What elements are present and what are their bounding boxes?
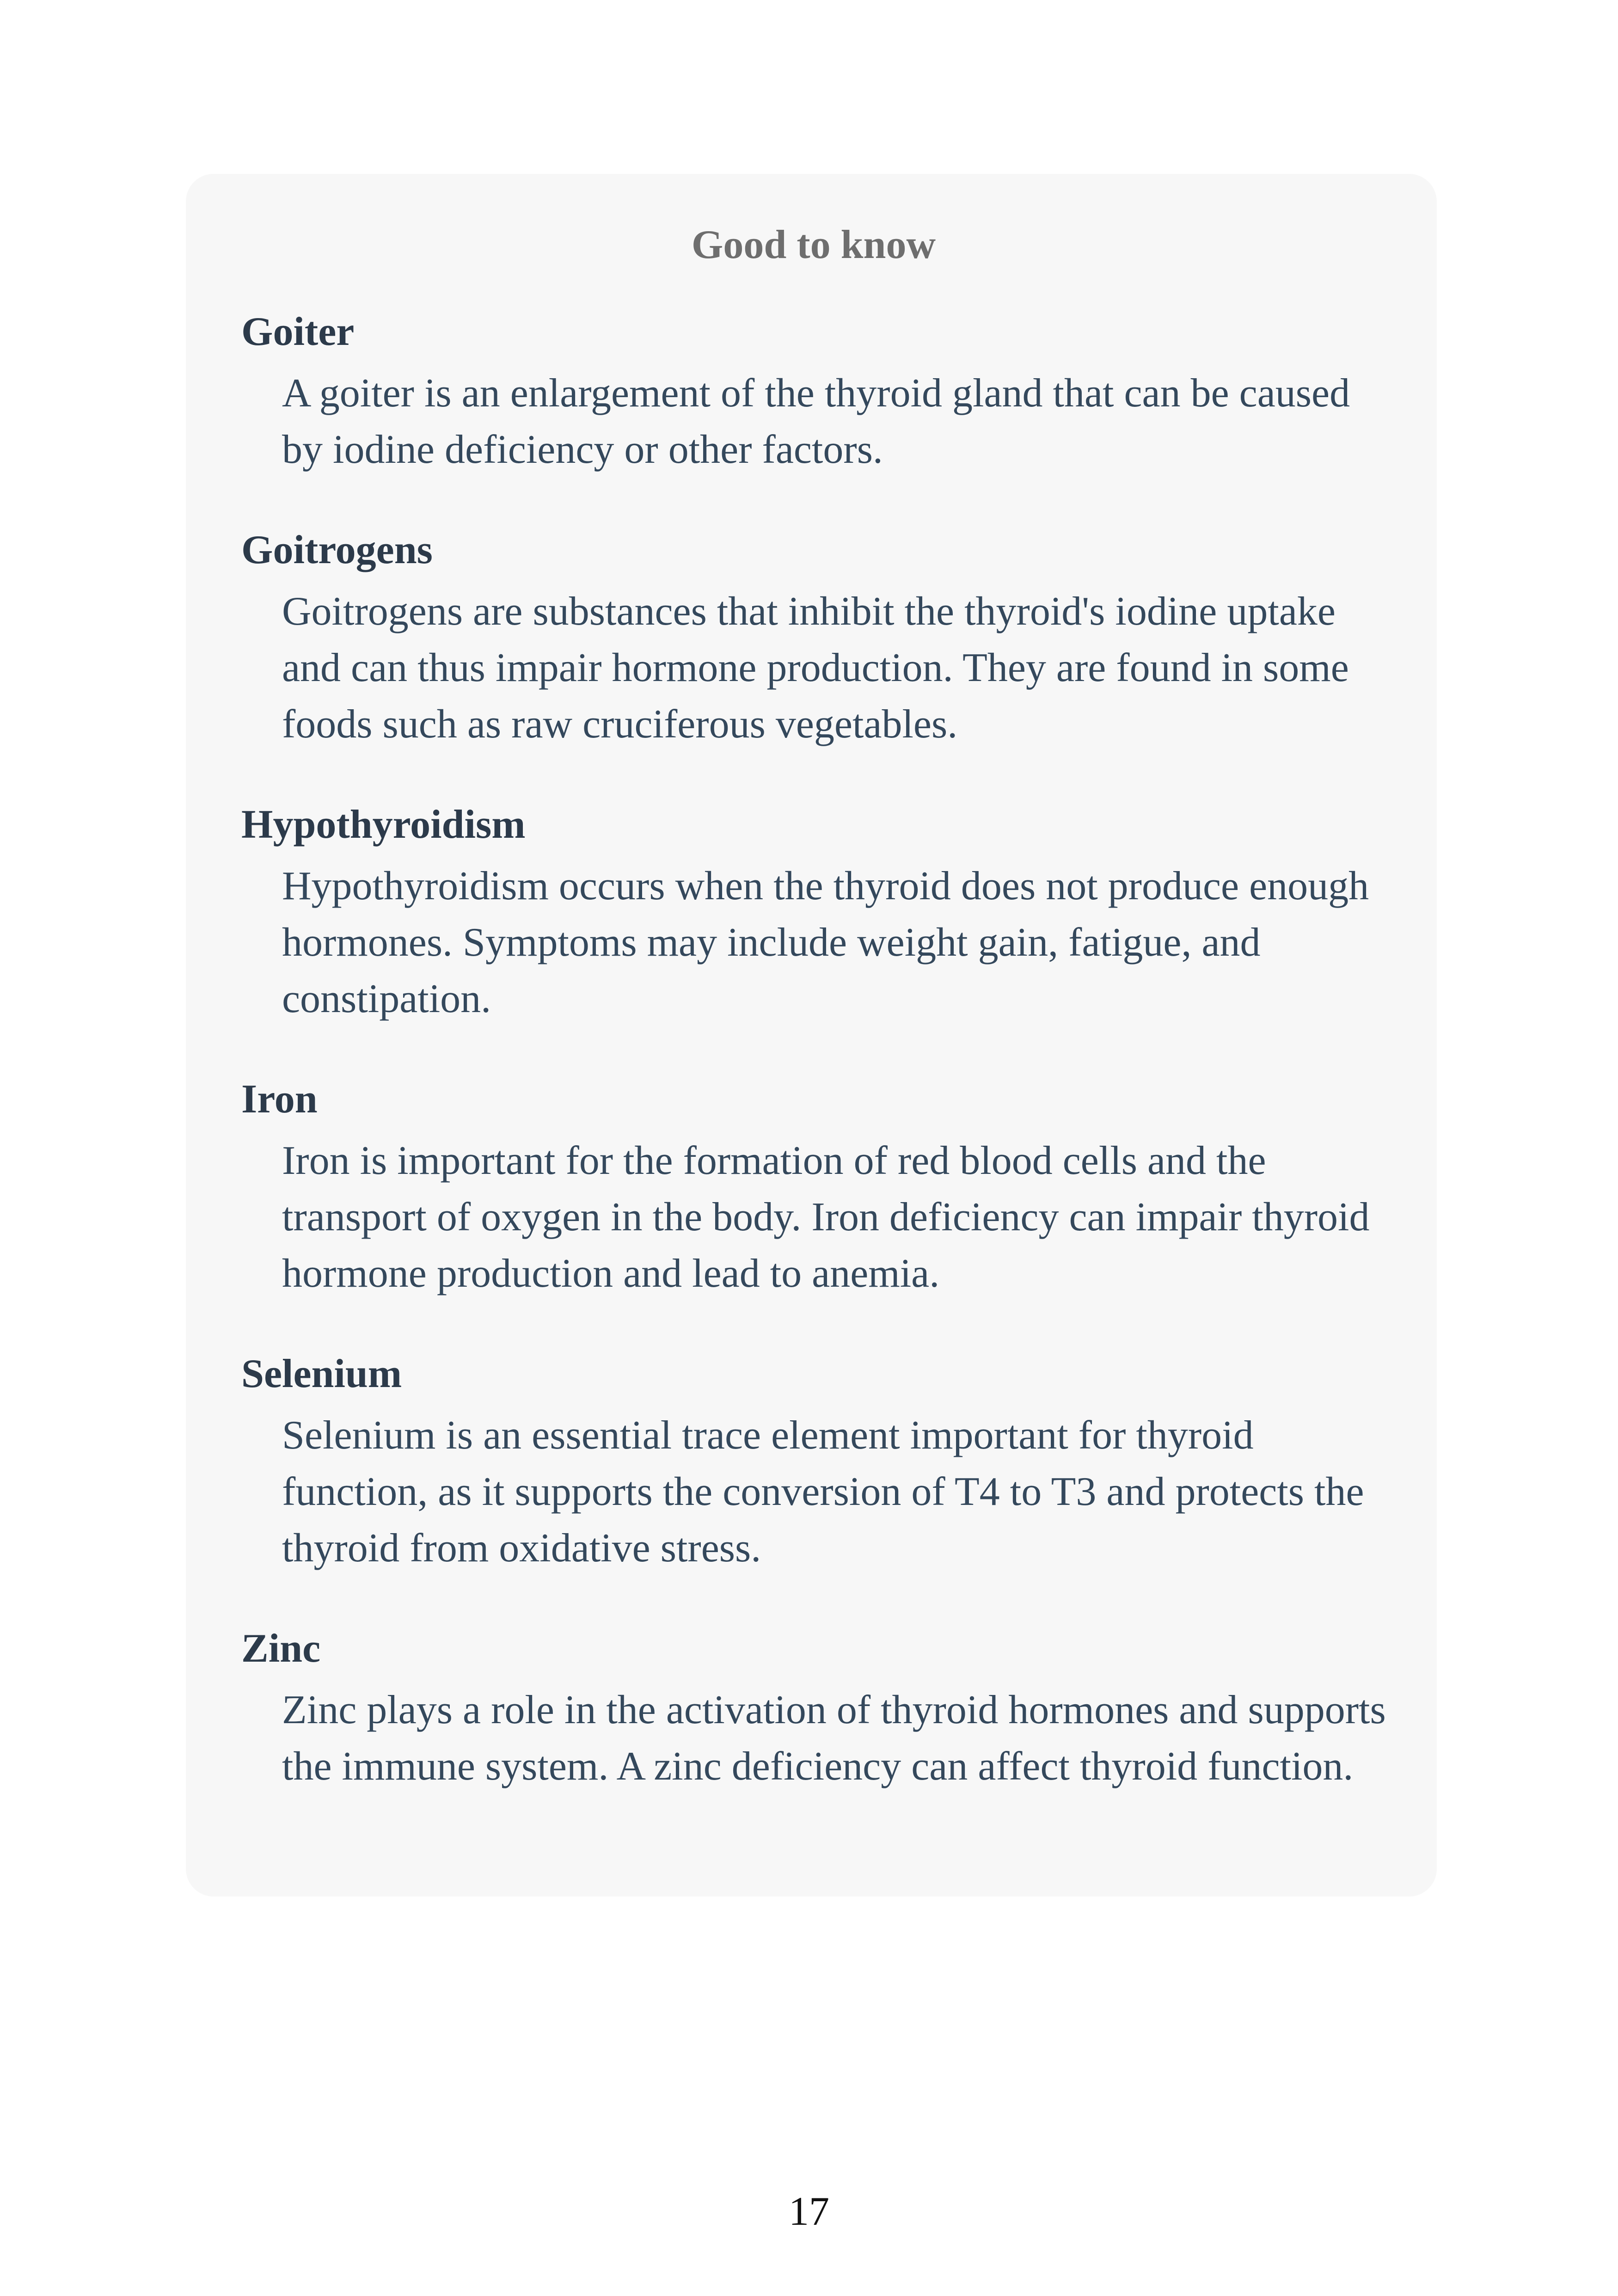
glossary-definition: Selenium is an essential trace element important for thyroid function, as it supports the conversion of T4 to T3 and protects the thyroid from oxidative stress. <box>282 1413 1364 1571</box>
glossary-list <box>241 309 1386 1795</box>
glossary-term: Hypothyroidism <box>241 802 526 847</box>
glossary-entry-iron <box>241 1079 1386 1302</box>
glossary-definition: A goiter is an enlargement of the thyroid gland that can be caused by iodine deficiency or other factors. <box>282 371 1350 472</box>
good-to-know-box <box>186 174 1437 1897</box>
glossary-entry-selenium <box>241 1351 1386 1577</box>
glossary-entry-goitrogens <box>241 530 1386 753</box>
glossary-definition: Hypothyroidism occurs when the thyroid does not produce enough hormones. Symptoms may include weight gain, fatigue, and constipation. <box>282 864 1369 1021</box>
glossary-term: Iron <box>241 1077 318 1122</box>
glossary-term: Selenium <box>241 1351 402 1396</box>
box-title: Good to know <box>691 222 936 267</box>
glossary-term: Goiter <box>241 309 355 354</box>
glossary-entry-zinc <box>241 1628 1386 1795</box>
glossary-term: Goitrogens <box>241 528 433 572</box>
page-number: 17 <box>789 2189 829 2234</box>
glossary-definition: Goitrogens are substances that inhibit the thyroid's iodine uptake and can thus impair hormone production. They are found in some foods such as raw cruciferous vegetables. <box>282 589 1349 747</box>
glossary-definition: Iron is important for the formation of red blood cells and the transport of oxygen in the body. Iron deficiency can impair thyroid hormone production and lead to anemia. <box>282 1138 1370 1296</box>
glossary-term: Zinc <box>241 1626 321 1671</box>
glossary-entry-goiter <box>241 309 1386 478</box>
glossary-entry-hypothyroidism <box>241 804 1386 1027</box>
glossary-definition: Zinc plays a role in the activation of thyroid hormones and supports the immune system. A zinc deficiency can affect thyroid function. <box>282 1688 1386 1789</box>
